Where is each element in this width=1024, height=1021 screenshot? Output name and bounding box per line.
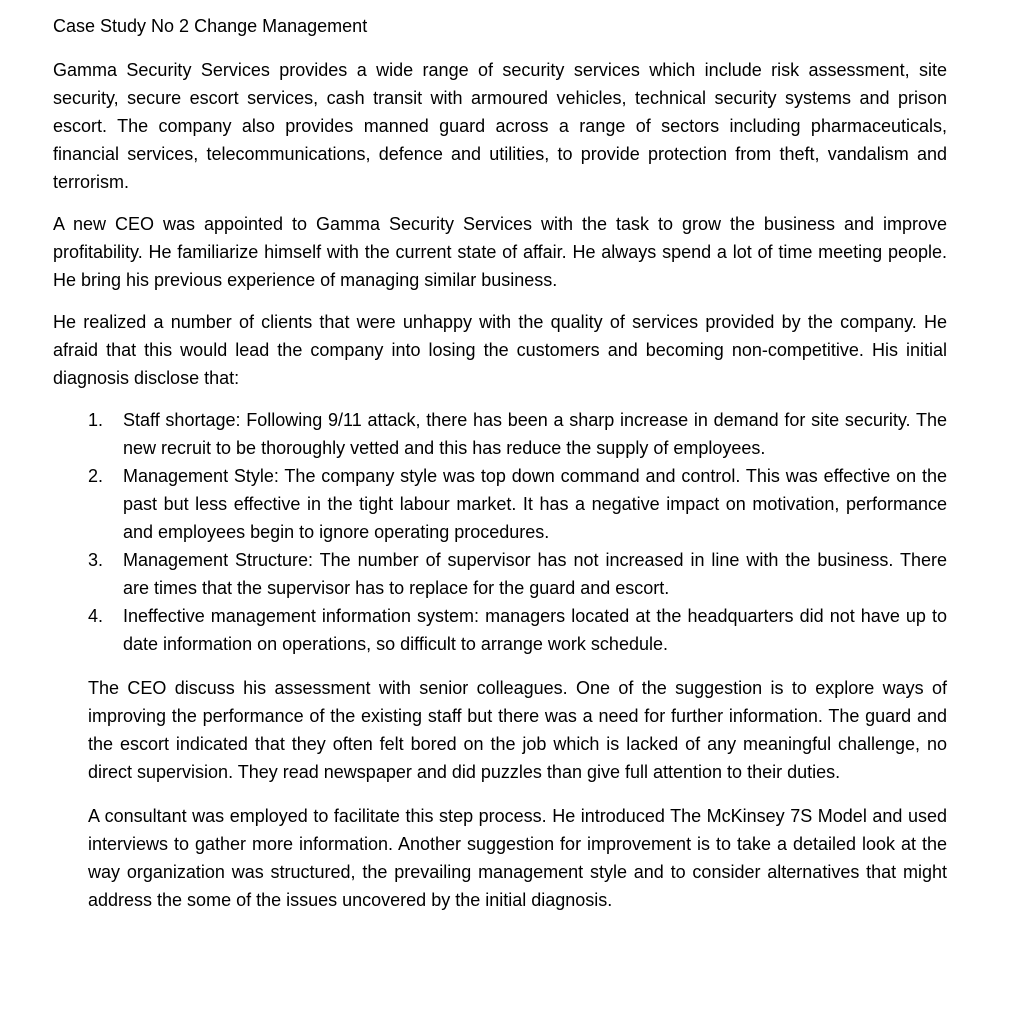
diagnosis-list: [53, 406, 947, 658]
document-title: Case Study No 2 Change Management: [53, 16, 368, 36]
paragraph-consultant: A consultant was employed to facilitate this step process. He introduced The McKinsey 7S Model and used interviews to gather more information. Another suggestion for improvement is to take a detailed look at the way organization was structured, the prevailing management style and to consider alternatives that might address the some of the issues uncovered by the initial diagnosis.: [88, 806, 947, 910]
document-page: [53, 12, 947, 930]
list-item: [53, 602, 947, 658]
paragraph-ceo-assessment: The CEO discuss his assessment with senior colleagues. One of the suggestion is to explore ways of improving the performance of the existing staff but there was a need for further information. The guard and the escort indicated that they often felt bored on the job which is lacked of any meaningful challenge, no direct supervision. They read newspaper and did puzzles than give full attention to their duties.: [88, 678, 947, 782]
list-item-number: 4.: [88, 606, 104, 626]
list-item-text: Staff shortage: Following 9/11 attack, there has been a sharp increase in demand for site security. The new recruit to be thoroughly vetted and this has reduce the supply of employees.: [123, 410, 947, 458]
list-item: [53, 406, 947, 462]
paragraph-new-ceo: A new CEO was appointed to Gamma Security Services with the task to grow the business and improve profitability. He familiarize himself with the current state of affair. He always spend a lot of time meeting people. He bring his previous experience of managing similar business.: [53, 214, 947, 290]
list-item: [53, 546, 947, 602]
list-item-number: 3.: [88, 550, 104, 570]
paragraph-client-unhappiness: He realized a number of clients that were unhappy with the quality of services provided by the company. He afraid that this would lead the company into losing the customers and becoming non-competitive. His initial diagnosis disclose that:: [53, 312, 947, 388]
paragraph-company-overview: Gamma Security Services provides a wide range of security services which include risk assessment, site security, secure escort services, cash transit with armoured vehicles, technical security systems and prison escort. The company also provides manned guard across a range of sectors including pharmaceuticals, financial services, telecommunications, defence and utilities, to provide protection from theft, vandalism and terrorism.: [53, 60, 947, 192]
list-item-number: 2.: [88, 466, 104, 486]
list-item-text: Management Style: The company style was top down command and control. This was effective on the past but less effective in the tight labour market. It has a negative impact on motivation, performance and employees begin to ignore operating procedures.: [123, 466, 947, 542]
list-item-text: Management Structure: The number of supervisor has not increased in line with the business. There are times that the supervisor has to replace for the guard and escort.: [123, 550, 947, 598]
list-item-number: 1.: [88, 410, 104, 430]
list-item: [53, 462, 947, 546]
list-item-text: Ineffective management information system: managers located at the headquarters did not have up to date information on operations, so difficult to arrange work schedule.: [123, 606, 947, 654]
